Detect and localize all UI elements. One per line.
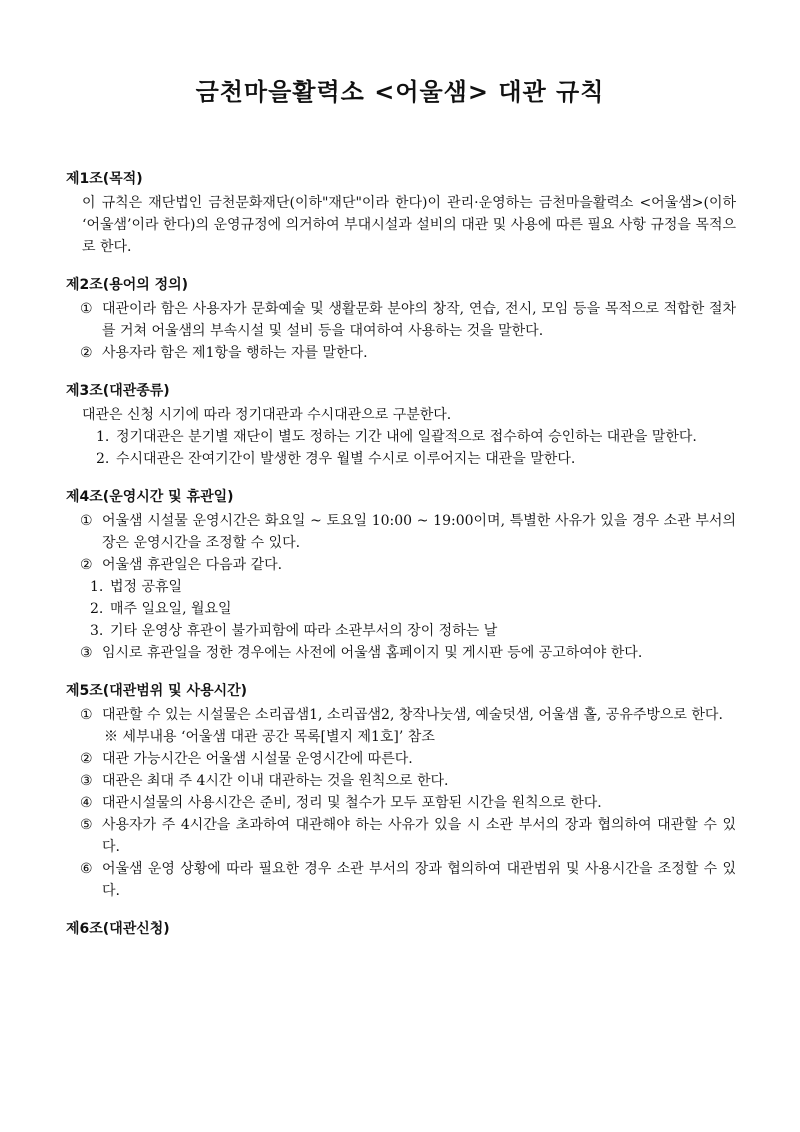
- article-4-heading: 제4조(운영시간 및 휴관일): [66, 489, 234, 505]
- article-6: [66, 918, 736, 940]
- item-text: 매주 일요일, 월요일: [110, 601, 232, 617]
- article-2-item: [66, 298, 736, 342]
- article-6-heading: 제6조(대관신청): [66, 921, 170, 937]
- article-4-item: [66, 642, 736, 664]
- item-mark: ②: [80, 557, 93, 573]
- item-text: 정기대관은 분기별 재단이 별도 정하는 기간 내에 일괄적으로 접수하여 승인하는 대관을 말한다.: [116, 429, 697, 445]
- item-mark: ③: [80, 645, 93, 661]
- item-text: 어울샘 시설물 운영시간은 화요일 ~ 토요일 10:00 ~ 19:00이며, 특별한 사유가 있을 경우 소관 부서의 장은 운영시간을 조정할 수 있다.: [102, 513, 736, 551]
- document-body: [66, 168, 736, 956]
- item-mark: ①: [80, 301, 93, 317]
- item-mark: ②: [80, 751, 93, 767]
- reference-note: ※ 세부내용 ‘어울샘 대관 공간 목록[별지 제1호]’ 참조: [104, 729, 435, 745]
- item-mark: ③: [80, 773, 93, 789]
- item-mark: ②: [80, 345, 93, 361]
- article-4: [66, 486, 736, 664]
- article-1: [66, 168, 736, 258]
- item-number: 1.: [90, 579, 104, 595]
- article-4-subitem: [66, 598, 736, 620]
- item-text: 법정 공휴일: [110, 579, 183, 595]
- item-text: 사용자가 주 4시간을 초과하여 대관해야 하는 사유가 있을 시 소관 부서의 장과 협의하여 대관할 수 있다.: [102, 817, 736, 855]
- item-text: 대관시설물의 사용시간은 준비, 정리 및 철수가 모두 포함된 시간을 원칙으로 한다.: [102, 795, 602, 811]
- item-text: 대관할 수 있는 시설물은 소리곱샘1, 소리곱샘2, 창작나눗샘, 예술덧샘, 어울샘 홀, 공유주방으로 한다.: [102, 707, 723, 723]
- article-3-item: [66, 448, 736, 470]
- item-text: 대관은 최대 주 4시간 이내 대관하는 것을 원칙으로 한다.: [102, 773, 449, 789]
- document-title: 금천마을활력소 <어울샘> 대관 규칙: [195, 78, 605, 106]
- item-text: 어울샘 운영 상황에 따라 필요한 경우 소관 부서의 장과 협의하여 대관범위 및 사용시간을 조정할 수 있다.: [102, 861, 736, 899]
- article-3-item: [66, 426, 736, 448]
- article-5-item: [66, 792, 736, 814]
- article-1-heading: 제1조(목적): [66, 171, 143, 187]
- item-text: 임시로 휴관일을 정한 경우에는 사전에 어울샘 홈페이지 및 게시판 등에 공고하여야 한다.: [102, 645, 643, 661]
- article-3: [66, 380, 736, 470]
- item-number: 1.: [96, 429, 110, 445]
- item-mark: ⑤: [80, 817, 93, 833]
- article-5-item: [66, 704, 736, 726]
- article-5-heading: 제5조(대관범위 및 사용시간): [66, 683, 248, 699]
- item-text: 기타 운영상 휴관이 불가피함에 따라 소관부서의 장이 정하는 날: [110, 623, 498, 639]
- item-number: 2.: [90, 601, 104, 617]
- article-3-heading: 제3조(대관종류): [66, 383, 170, 399]
- item-text: 수시대관은 잔여기간이 발생한 경우 월별 수시로 이루어지는 대관을 말한다.: [116, 451, 576, 467]
- article-5-item: [66, 814, 736, 858]
- item-mark: ①: [80, 707, 93, 723]
- item-number: 2.: [96, 451, 110, 467]
- item-text: 대관 가능시간은 어울샘 시설물 운영시간에 따른다.: [102, 751, 413, 767]
- article-2: [66, 274, 736, 364]
- item-mark: ①: [80, 513, 93, 529]
- article-1-text: 이 규칙은 재단법인 금천문화재단(이하"재단"이라 한다)이 관리·운영하는 금천마을활력소 <어울샘>(이하 ‘어울샘’이라 한다)의 운영규정에 의거하여 부대시설과 설비의 대관 및 사용에 따른 필요 사항 규정을 목적으로 한다.: [82, 195, 736, 255]
- article-5-item: [66, 858, 736, 902]
- article-2-heading: 제2조(용어의 정의): [66, 277, 189, 293]
- item-mark: ④: [80, 795, 93, 811]
- article-4-item: [66, 554, 736, 576]
- article-3-intro: 대관은 신청 시기에 따라 정기대관과 수시대관으로 구분한다.: [82, 407, 452, 423]
- article-4-subitem: [66, 620, 736, 642]
- item-number: 3.: [90, 623, 104, 639]
- article-4-subitem: [66, 576, 736, 598]
- article-5: [66, 680, 736, 902]
- article-4-item: [66, 510, 736, 554]
- article-5-item: [66, 748, 736, 770]
- item-text: 사용자라 함은 제1항을 행하는 자를 말한다.: [102, 345, 368, 361]
- article-5-item: [66, 770, 736, 792]
- item-text: 어울샘 휴관일은 다음과 같다.: [102, 557, 283, 573]
- item-mark: ⑥: [80, 861, 93, 877]
- article-2-item: [66, 342, 736, 364]
- item-text: 대관이라 함은 사용자가 문화예술 및 생활문화 분야의 창작, 연습, 전시, 모임 등을 목적으로 적합한 절차를 거쳐 어울샘의 부속시설 및 설비 등을 대여하여 사용하는 것을 말한다.: [102, 301, 736, 339]
